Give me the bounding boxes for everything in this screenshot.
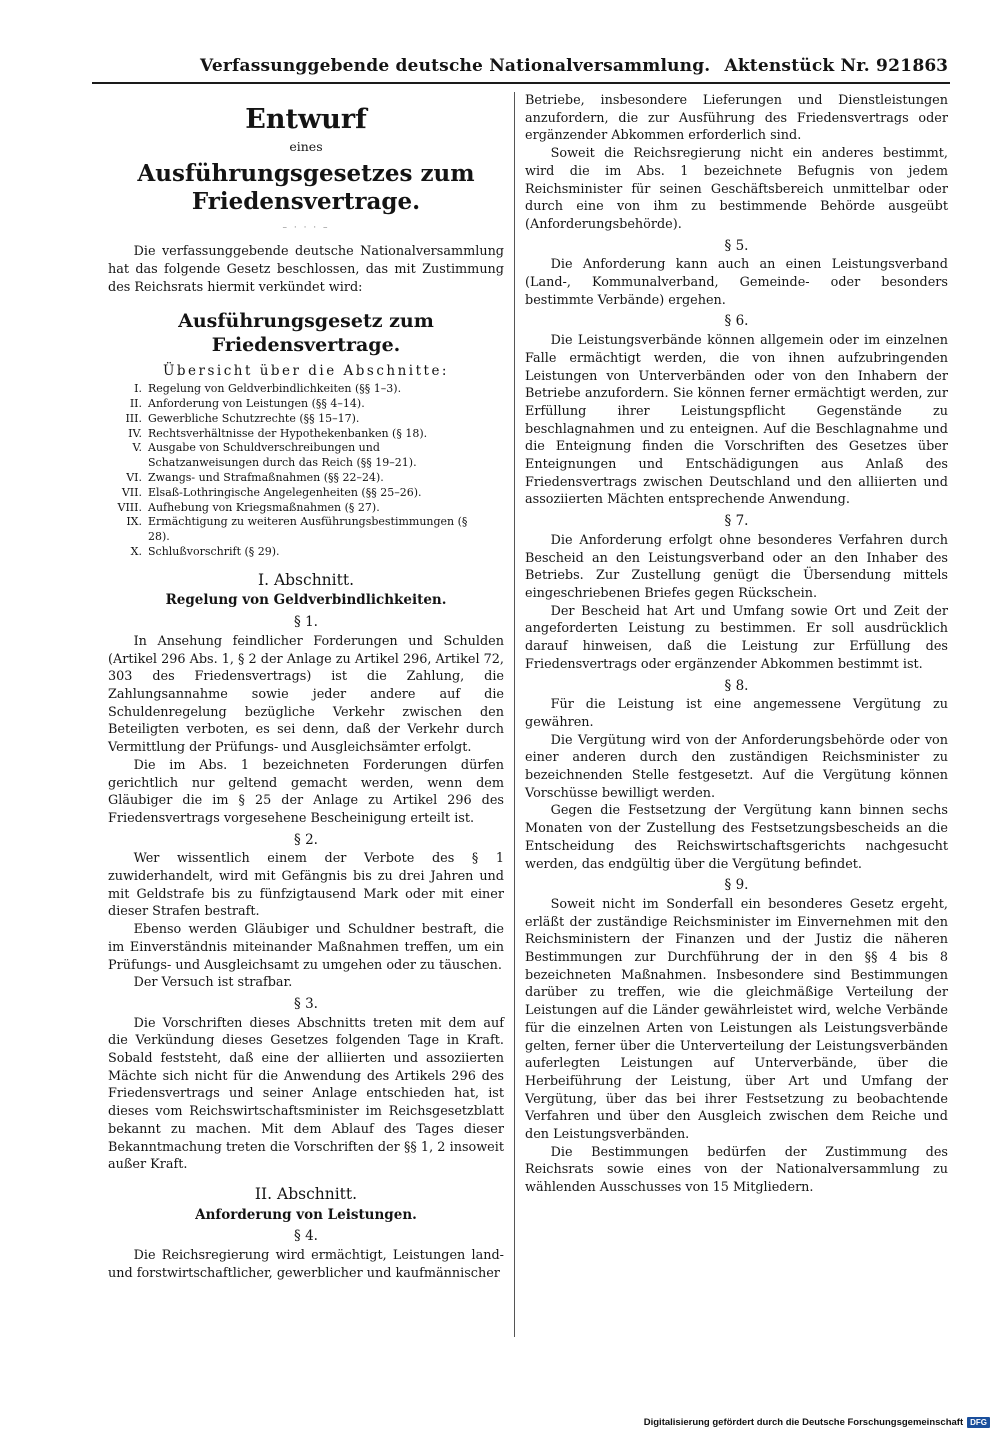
toc-row (108, 545, 504, 560)
toc-number: V. (132, 441, 142, 455)
toc-row (108, 397, 504, 412)
paragraph-heading: § 6. (724, 313, 749, 330)
toc-title: Übersicht über die Abschnitte: (163, 362, 449, 379)
toc-number: X. (130, 544, 142, 558)
toc-text: Ausgabe von Schuldverschreibungen und Schatzanweisungen durch das Reich (§§ 19–21). (148, 441, 417, 470)
toc-number: VIII. (117, 500, 142, 514)
paragraph-text: Betriebe, insbesondere Lieferungen und Dienstleistungen anzufordern, die zur Ausführung des Friedensvertrags oder ergänzender Abkommen erforderlich sind. (525, 93, 948, 144)
toc-text: Gewerbliche Schutzrechte (§§ 15–17). (148, 411, 360, 425)
paragraph-text: Soweit nicht im Sonderfall ein besonderes Gesetz ergeht, erläßt der zuständige Reichsminister im Einvernehmen mit den Reichsministern der Finanzen und der Justiz die näheren Bestimmungen zur Durchführung der in den §§ 4 bis 8 bezeichneten Maßnahmen. Insbesondere sind Bestimmungen darüber zu treffen, wie die gleichmäßige Verteilung der Leistungen auf die Länder gewährleistet wird, welche Verbände für die einzelnen Arten von Leistungen als Leistungsverbände gelten, ferner über die Unterverteilung der Leistungsverbänden auferlegten Leistungen auf Unterverbände, über die Herbeiführung der Leistung, über Art und Umfang der Vergütung, über das bei ihrer Festsetzung zu beobachtende Verfahren und über den Ausgleich zwischen dem Reiche und den Leistungsverbänden. (525, 896, 948, 1143)
section-heading-2: II. Abschnitt. (254, 1184, 358, 1203)
digitization-credit (644, 1417, 990, 1428)
toc-number: III. (125, 411, 142, 425)
table-of-contents (108, 382, 504, 560)
toc-number: IV. (128, 426, 142, 440)
column-divider (514, 92, 515, 1337)
toc-number: IX. (126, 515, 142, 529)
section-title-1: Regelung von Geldverbindlichkeiten. (165, 592, 447, 609)
toc-row (108, 515, 504, 545)
paragraph-heading: § 4. (294, 1228, 318, 1245)
page-number: 863 (912, 56, 948, 76)
header-title (200, 56, 918, 76)
toc-text: Elsaß-Lothringische Angelegenheiten (§§ 25–26). (148, 485, 422, 499)
toc-number: VII. (121, 485, 142, 499)
intro-paragraph: Die verfassunggebende deutsche Nationalversammlung hat das folgende Gesetz beschlossen, das mit Zustimmung des Reichsrats hiermit verkündet wird: (108, 244, 504, 295)
paragraph-text: Die im Abs. 1 bezeichneten Forderungen dürfen gerichtlich nur geltend gemacht werden, wenn dem Gläubiger die im § 25 der Anlage zu Artikel 296 des Friedensvertrags vorgesehene Bescheinigung erteilt ist. (108, 757, 504, 826)
paragraph-heading: § 1. (294, 614, 318, 631)
toc-row (108, 471, 504, 486)
toc-row (108, 501, 504, 516)
paragraph-heading: § 7. (724, 513, 749, 530)
paragraph-text: Die Vorschriften dieses Abschnitts treten mit dem auf die Verkündung dieses Gesetzes folgenden Tage in Kraft. Sobald feststeht, daß eine der alliierten und assoziierten Mächte sich nicht für die Anwendung des Artikels 296 des Friedensvertrags und seiner Anlage entschieden hat, ist dieses vom Reichswirtschaftsminister im Reichsgesetzblatt bekannt zu machen. Mit dem Ablauf des Tages dieser Bekanntmachung treten die Vorschriften der §§ 1, 2 insoweit außer Kraft. (108, 1015, 504, 1173)
toc-row (108, 427, 504, 442)
toc-text: Rechtsverhältnisse der Hypothekenbanken (§ 18). (148, 426, 428, 440)
toc-row (108, 441, 504, 471)
toc-text: Ermächtigung zu weiteren Ausführungsbestimmungen (§ 28). (148, 515, 468, 544)
heading-eines: eines (289, 139, 323, 154)
paragraph-heading: § 5. (724, 237, 749, 254)
toc-row (108, 486, 504, 501)
toc-number: VI. (126, 471, 142, 484)
paragraph-text: Der Bescheid hat Art und Umfang sowie Ort und Zeit der angeforderten Leistung zu bestimmen. Er soll ausdrücklich darauf hinweisen, daß die Leistung zur Erfüllung des Friedensvertrags oder ergänzender Abkommen bestimmt ist. (525, 603, 948, 672)
toc-text: Regelung von Geldverbindlichkeiten (§§ 1–3). (148, 382, 402, 396)
paragraph-text: Soweit die Reichsregierung nicht ein anderes bestimmt, wird die im Abs. 1 bezeichnete Befugnis von jedem Reichsminister für seinen Geschäftsbereich unmittelbar oder durch eine von ihm zu bestimmende Behörde ausgeübt (Anforderungsbehörde). (525, 146, 948, 232)
left-column (108, 92, 504, 1283)
paragraph-heading: § 2. (294, 831, 318, 848)
paragraph-text: Wer wissentlich einem der Verbote des § 1 zuwiderhandelt, wird mit Gefängnis bis zu drei Jahren und mit Geldstrafe bis zu fünfzigtausend Mark oder mit einer dieser Strafen bestraft. (108, 851, 504, 920)
toc-text: Aufhebung von Kriegsmaßnahmen (§ 27). (148, 500, 380, 514)
right-column (525, 92, 948, 1197)
paragraph-text: Ebenso werden Gläubiger und Schuldner bestraft, die im Einverständnis miteinander Maßnahmen treffen, um ein Prüfungs- und Ausgleichsamt zu umgehen oder zu täuschen. (108, 922, 504, 973)
paragraph-text: In Ansehung feindlicher Forderungen und Schulden (Artikel 296 Abs. 1, § 2 der Anlage zu Artikel 296, Artikel 72, 303 des Friedensvertrags) ist die Zahlung, die Zahlungsannahme sowie jeder andere auf die Schuldenregelung bezügliche Verkehr zwischen den Beteiligten verboten, es sei denn, daß der Verkehr durch Vermittlung der Prüfungs- und Ausgleichsämter erfolgt. (108, 633, 504, 756)
paragraph-text: Die Vergütung wird von der Anforderungsbehörde oder von einer anderen durch den zuständigen Reichsminister zu bezeichnenden Stelle festgesetzt. Auf die Vergütung können Vorschüsse bewilligt werden. (525, 732, 948, 801)
section-heading-1: I. Abschnitt. (257, 570, 355, 589)
dfg-logo: DFG (967, 1417, 990, 1428)
toc-text: Zwangs- und Strafmaßnahmen (§§ 22–24). (148, 471, 384, 484)
heading-gesetz: Ausführungsgesetzes zum Friedensvertrage. (137, 159, 475, 215)
paragraph-heading: § 3. (294, 995, 318, 1012)
section-title-2: Anforderung von Leistungen. (195, 1206, 417, 1223)
paragraph-text: Für die Leistung ist eine angemessene Vergütung zu gewähren. (525, 697, 948, 730)
paragraph-text: Der Versuch ist strafbar. (133, 975, 293, 991)
toc-row (108, 382, 504, 397)
header-assembly-name: Verfassunggebende deutsche Nationalversammlung. (200, 56, 711, 76)
paragraph-text: Gegen die Festsetzung der Vergütung kann binnen sechs Monaten von der Zustellung des Festsetzungsbescheids an die Entscheidung des Reichswirtschaftsgerichts nachgesucht werden, das endgültig über die Vergütung befindet. (525, 803, 948, 872)
paragraph-text: Die Anforderung kann auch an einen Leistungsverband (Land-, Kommunalverband, Gemeinde- oder besonders bestimmte Verbände) ergehen. (525, 257, 948, 308)
header-document-number: Aktenstück Nr. 921. (724, 56, 919, 76)
paragraph-text: Die Anforderung erfolgt ohne besonderes Verfahren durch Bescheid an den Leistungsverband oder an den Inhaber des Betriebs. Zur Zustellung genügt die Übersendung mittels eingeschriebenen Briefes gegen Rückschein. (525, 532, 948, 601)
toc-text: Schlußvorschrift (§ 29). (148, 544, 280, 558)
footer-text: Digitalisierung gefördert durch die Deutsche Forschungsgemeinschaft (643, 1417, 964, 1428)
toc-number: II. (129, 397, 142, 411)
paragraph-text: Die Reichsregierung wird ermächtigt, Leistungen land- und forstwirtschaftlicher, gewerblicher und kaufmännischer (108, 1248, 504, 1281)
toc-row (108, 412, 504, 427)
toc-text: Anforderung von Leistungen (§§ 4–14). (148, 397, 365, 411)
paragraph-text: Die Leistungsverbände können allgemein oder im einzelnen Falle ermächtigt werden, die von ihnen aufzubringenden Leistungen von Unterverbänden oder von den Inhabern der Betriebe anzufordern. Sie können ferner ermächtigt werden, zur Erfüllung ihrer Leistungspflicht Gegenstände zu beschlagnahmen und zu enteignen. Auf die Beschlagnahme und die Enteignung finden die Vorschriften des Gesetzes über Enteignungen und Entschädigungen aus Anlaß des Friedensvertrags zwischen Deutschland und den alliierten und assoziierten Mächten entsprechende Anwendung. (525, 333, 948, 508)
paragraph-text: Die Bestimmungen bedürfen der Zustimmung des Reichsrats sowie eines von der Nationalversammlung zu wählenden Ausschusses von 15 Mitgliedern. (525, 1144, 948, 1196)
paragraph-heading: § 9. (724, 877, 749, 894)
paragraph-heading: § 8. (724, 677, 749, 694)
decorative-rule: – · · · – (282, 222, 330, 233)
law-title: Ausführungsgesetz zum Friedensvertrage. (178, 309, 434, 356)
running-header (92, 56, 950, 84)
heading-entwurf: Entwurf (245, 104, 367, 135)
toc-number: I. (134, 382, 142, 396)
